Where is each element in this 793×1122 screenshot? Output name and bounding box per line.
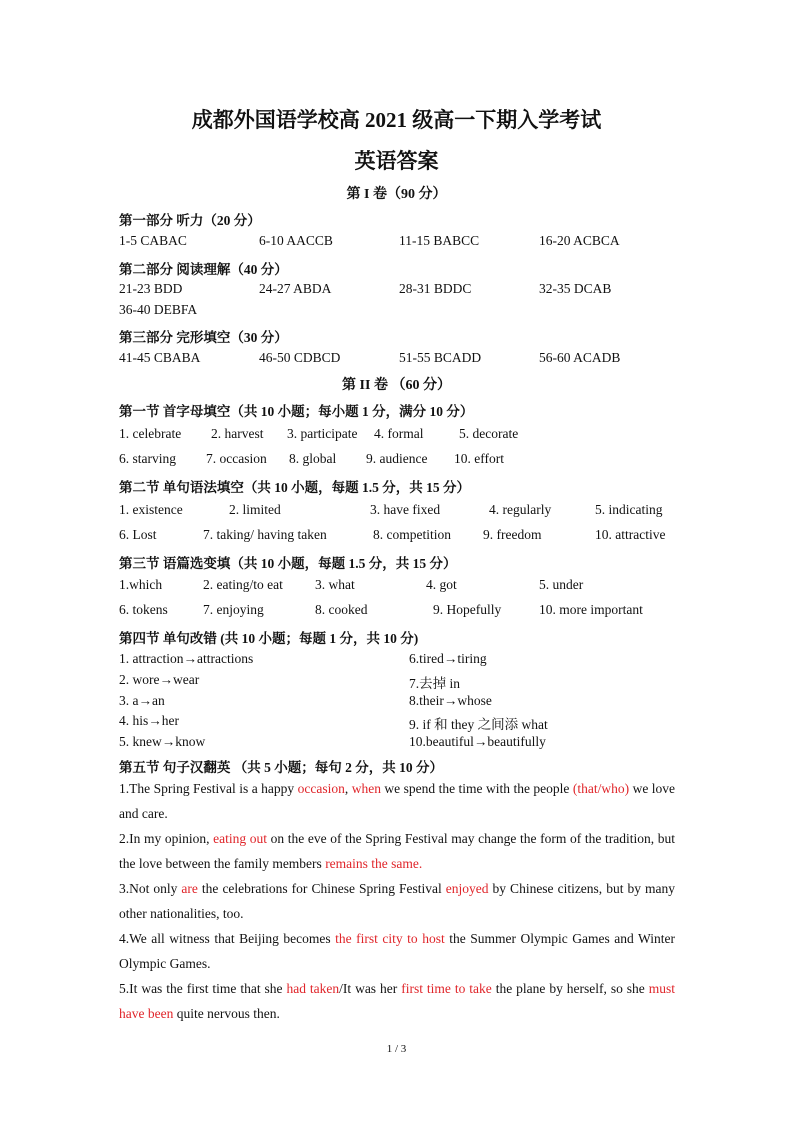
section1-row1 xyxy=(0,426,793,446)
section2-heading: 第二节 单句语法填空（共 10 小题，每题 1.5 分，共 15 分） xyxy=(119,480,470,495)
correction-item: 4. his→her xyxy=(119,713,179,728)
correction-item: 6.tired→tiring xyxy=(409,651,487,666)
answer-group: 32-35 DCAB xyxy=(539,281,612,296)
answer-group: 21-23 BDD xyxy=(119,281,183,296)
answer-item: 8. cooked xyxy=(315,602,368,617)
volume-two-heading: 第 II 卷 （60 分） xyxy=(342,378,451,393)
answer-group: 11-15 BABCC xyxy=(399,233,480,248)
answer-item: 9. Hopefully xyxy=(433,602,502,617)
part2-heading: 第二部分 阅读理解（40 分） xyxy=(119,262,288,277)
answer-item: 6. tokens xyxy=(119,602,168,617)
correction-item: 3. a→an xyxy=(119,693,165,708)
answer-item: 7. enjoying xyxy=(203,602,264,617)
answer-item: 9. freedom xyxy=(483,527,542,542)
correction-item: 5. knew→know xyxy=(119,734,206,749)
exam-subtitle: 英语答案 xyxy=(354,149,439,173)
answer-item: 1.which xyxy=(119,577,163,592)
section3-row2 xyxy=(0,602,793,622)
answer-group: 56-60 ACADB xyxy=(539,350,621,365)
answer-item: 7. taking/ having taken xyxy=(203,527,327,542)
translation-sentence-1: 1.The Spring Festival is a happy occasion, when we spend the time with the people (that/who) we love and care. xyxy=(119,781,676,821)
section3-row1 xyxy=(0,577,793,597)
correction-item: 2. wore→wear xyxy=(119,672,200,687)
translation-sentence-3: 3.Not only are the celebrations for Chinese Spring Festival enjoyed by Chinese citizens, but by many other nationalities, too. xyxy=(119,881,675,921)
answer-item: 6. Lost xyxy=(119,527,157,542)
answer-group: 46-50 CDBCD xyxy=(259,350,341,365)
answer-group: 1-5 CABAC xyxy=(119,233,187,248)
part3-heading: 第三部分 完形填空（30 分） xyxy=(119,330,288,345)
answer-item: 5. decorate xyxy=(459,426,519,441)
answer-group: 36-40 DEBFA xyxy=(119,302,198,317)
correction-item: 10.beautiful→beautifully xyxy=(409,734,546,749)
answer-item: 4. formal xyxy=(374,426,424,441)
correction-item: 9. if 和 they 之间添 what xyxy=(409,717,548,732)
section1-heading: 第一节 首字母填空（共 10 小题；每小题 1 分，满分 10 分） xyxy=(119,404,474,419)
answer-item: 8. global xyxy=(289,451,337,466)
part3-answers xyxy=(0,350,793,370)
answer-item: 2. harvest xyxy=(211,426,264,441)
section4-row xyxy=(0,672,793,692)
part1-answers xyxy=(0,233,793,253)
answer-item: 1. celebrate xyxy=(119,426,182,441)
answer-item: 10. effort xyxy=(454,451,504,466)
section2-row2 xyxy=(0,527,793,547)
section4-row xyxy=(0,651,793,671)
answer-group: 24-27 ABDA xyxy=(259,281,332,296)
answer-group: 28-31 BDDC xyxy=(399,281,472,296)
correction-item: 1. attraction→attractions xyxy=(119,651,254,666)
translation-sentence-2: 2.In my opinion, eating out on the eve of the Spring Festival may change the form of the tradition, but the love between the family members remains the same. xyxy=(119,831,675,871)
section2-row1 xyxy=(0,502,793,522)
answer-item: 6. starving xyxy=(119,451,176,466)
volume-one-heading: 第 I 卷（90 分） xyxy=(346,187,447,202)
section4-heading: 第四节 单句改错 (共 10 小题；每题 1 分，共 10 分) xyxy=(119,631,419,646)
answer-item: 3. what xyxy=(315,577,355,592)
answer-group: 6-10 AACCB xyxy=(259,233,333,248)
answer-item: 2. eating/to eat xyxy=(203,577,283,592)
section4-row xyxy=(0,713,793,733)
answer-item: 8. competition xyxy=(373,527,451,542)
correction-item: 7.去掉 in xyxy=(409,676,461,691)
section5-heading: 第五节 句子汉翻英 （共 5 小题；每句 2 分，共 10 分） xyxy=(119,760,443,775)
answer-group: 16-20 ACBCA xyxy=(539,233,620,248)
section4-row xyxy=(0,693,793,713)
correction-item: 8.their→whose xyxy=(409,693,492,708)
answer-item: 5. under xyxy=(539,577,584,592)
section1-row2 xyxy=(0,451,793,471)
answer-item: 1. existence xyxy=(119,502,183,517)
section3-heading: 第三节 语篇选变填（共 10 小题，每题 1.5 分，共 15 分） xyxy=(119,556,457,571)
answer-item: 7. occasion xyxy=(206,451,267,466)
section4-row xyxy=(0,734,793,754)
answer-item: 3. participate xyxy=(287,426,358,441)
answer-item: 10. attractive xyxy=(595,527,666,542)
answer-group: 51-55 BCADD xyxy=(399,350,482,365)
answer-item: 4. regularly xyxy=(489,502,552,517)
translation-sentence-5: 5.It was the first time that she had taken/It was her first time to take the plane by herself, so she must have been quite nervous then. xyxy=(119,981,675,1021)
answer-group: 41-45 CBABA xyxy=(119,350,201,365)
answer-item: 4. got xyxy=(426,577,457,592)
answer-item: 2. limited xyxy=(229,502,281,517)
answer-item: 9. audience xyxy=(366,451,428,466)
answer-item: 5. indicating xyxy=(595,502,663,517)
part2-answers-row2 xyxy=(0,302,793,322)
answer-item: 10. more important xyxy=(539,602,643,617)
page-number: 1 / 3 xyxy=(386,1043,407,1055)
answer-item: 3. have fixed xyxy=(370,502,441,517)
exam-title: 成都外国语学校高 2021 级高一下期入学考试 xyxy=(191,108,602,132)
part1-heading: 第一部分 听力（20 分） xyxy=(119,213,261,228)
part2-answers xyxy=(0,281,793,301)
translation-sentence-4: 4.We all witness that Beijing becomes the first city to host the Summer Olympic Games and Winter Olympic Games. xyxy=(119,931,675,971)
